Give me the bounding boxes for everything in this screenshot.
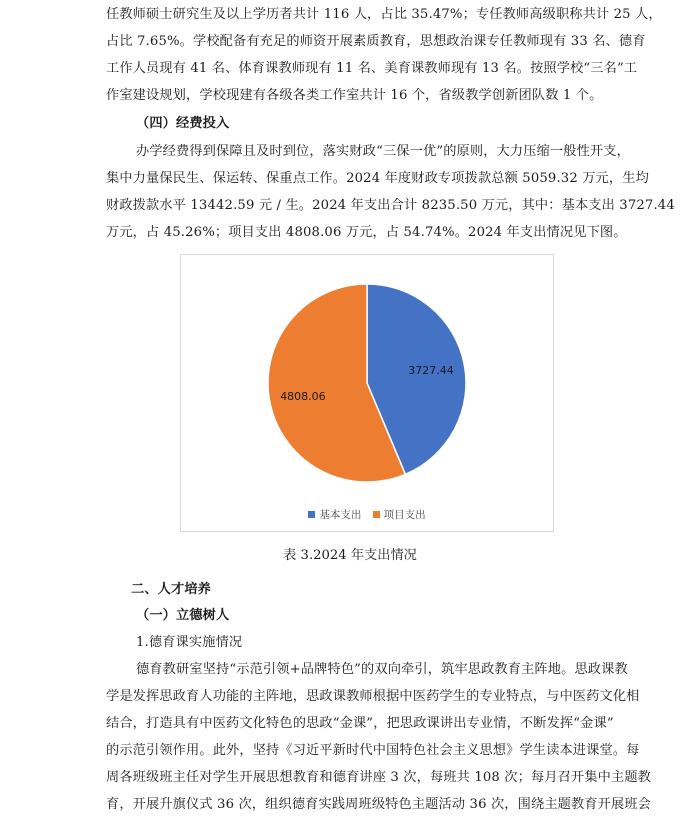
legend-item-basic <box>308 507 361 522</box>
paragraph-line: 周各班级班主任对学生开展思想教育和德育讲座 3 次，每班共 108 次；每月召开集中主题教 <box>106 770 652 785</box>
legend-swatch-project <box>373 511 380 518</box>
expenditure-pie-chart <box>180 254 554 532</box>
paragraph-line: 的示范引领作用。此外，坚持《习近平新时代中国特色社会主义思想》学生读本进课堂。每 <box>106 743 640 758</box>
section-heading-talent: 二、人才培养 <box>131 582 212 597</box>
paragraph-line: 集中力量保民生、保运转、保重点工作。2024 年度财政专项拨款总额 5059.32 万元，生均 <box>106 171 649 186</box>
data-label-basic: 3727.44 <box>408 364 454 378</box>
paragraph-line: 万元，占 45.26%；项目支出 4808.06 万元，占 54.74%。2024 年支出情况见下图。 <box>106 225 627 240</box>
legend-label-basic: 基本支出 <box>319 509 362 521</box>
paragraph-line: 德育教研室坚持“示范引领+品牌特色”的双向牵引，筑牢思政教育主阵地。思政课教 <box>136 662 628 677</box>
chart-caption: 表 3.2024 年支出情况 <box>283 548 417 563</box>
data-label-project: 4808.06 <box>280 389 326 403</box>
paragraph-line: 结合，打造具有中医药文化特色的思政“金课”，把思政课讲出专业情，不断发挥“金课” <box>106 716 614 731</box>
legend-item-project <box>373 507 426 522</box>
section-heading-funding: （四）经费投入 <box>136 116 230 131</box>
pie-chart-canvas <box>181 255 553 531</box>
legend-swatch-basic <box>308 511 315 518</box>
paragraph-line: 财政拨款水平 13442.59 元 / 生。2024 年支出合计 8235.50 万元，其中：基本支出 3727.44 <box>106 198 675 213</box>
paragraph-line: 作室建设规划，学校现建有各级各类工作室共计 16 个，省级教学创新团队数 1 个。 <box>106 88 603 103</box>
paragraph-line: 育，开展升旗仪式 36 次，组织德育实践周班级特色主题活动 36 次，围绕主题教育开展班会 <box>106 797 652 812</box>
paragraph-line: 任教师硕士研究生及以上学历者共计 116 人，占比 35.47%；专任教师高级职称共计 25 人， <box>106 7 662 22</box>
chart-legend <box>181 507 553 522</box>
paragraph-line: 办学经费得到保障且及时到位，落实财政“三保一优”的原则，大力压缩一般性开支， <box>136 144 630 159</box>
paragraph-line: 占比 7.65%。学校配备有充足的师资开展素质教育，思想政治课专任教师现有 33 名、德育 <box>106 34 646 49</box>
subsection-heading: （一）立德树人 <box>136 608 230 623</box>
paragraph-line: 工作人员现有 41 名、体育课教师现有 11 名、美育课教师现有 13 名。按照学校“三名”工 <box>106 61 638 76</box>
legend-label-project: 项目支出 <box>383 509 426 521</box>
paragraph-line: 学是发挥思政育人功能的主阵地，思政课教师根据中医药学生的专业特点，与中医药文化相 <box>106 689 640 704</box>
item-heading: 1.德育课实施情况 <box>136 635 243 650</box>
